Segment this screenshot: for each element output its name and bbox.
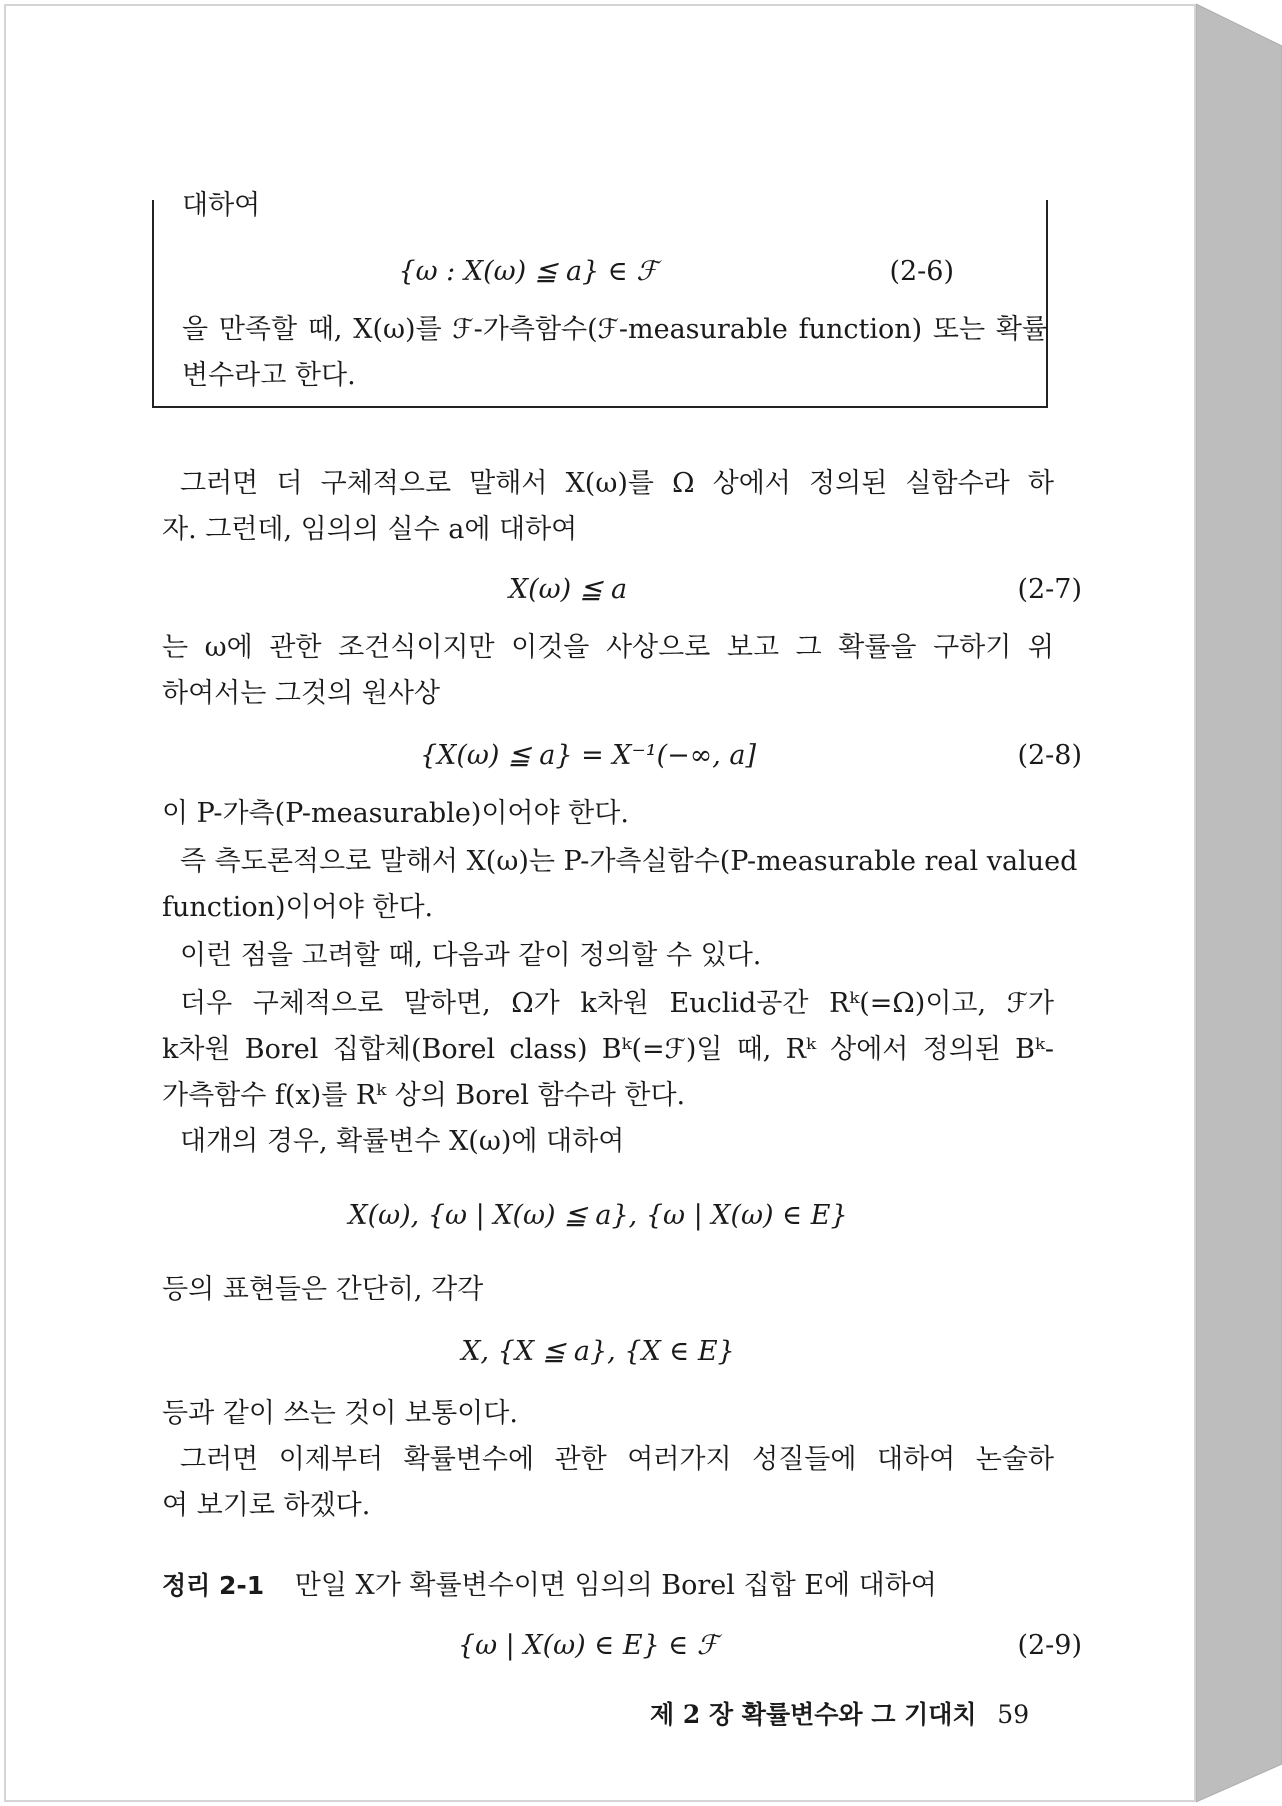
paragraph-10-line-2: 여 보기로 하겠다. — [162, 1490, 371, 1521]
theorem-2-1 — [162, 1568, 937, 1604]
paragraph-5-line-1: 이런 점을 고려할 때, 다음과 같이 정의할 수 있다. — [180, 940, 762, 971]
paragraph-8-line-1: 등의 표현들은 간단히, 각각 — [162, 1274, 484, 1305]
paragraph-4-line-2: function)이어야 한다. — [162, 892, 434, 923]
equation-expression: {ω | X(ω) ∈ E} ∈ ℱ — [457, 1630, 719, 1661]
definition-line-2: 을 만족할 때, X(ω)를 ℱ-가측함수(ℱ-measurable function) 또는 확률 — [182, 314, 1048, 345]
equation-expression: {ω : X(ω) ≦ a} ∈ ℱ — [398, 256, 658, 287]
paragraph-4-line-1: 즉 측도론적으로 말해서 X(ω)는 P-가측실함수(P-measurable real valued — [180, 846, 1078, 877]
page-thickness-edge — [1196, 0, 1282, 1806]
paragraph-6-line-1: 더우 구체적으로 말하면, Ω가 k차원 Euclid공간 Rᵏ(=Ω)이고, ℱ가 — [180, 988, 1054, 1019]
paragraph-3-line-1: 이 P-가측(P-measurable)이어야 한다. — [162, 798, 629, 829]
theorem-text: 만일 X가 확률변수이면 임의의 Borel 집합 E에 대하여 — [294, 1570, 937, 1601]
paragraph-6-line-2: k차원 Borel 집합체(Borel class) Bᵏ(=ℱ)일 때, Rᵏ 상에서 정의된 Bᵏ- — [162, 1034, 1054, 1065]
paragraph-2-line-2: 하여서는 그것의 원사상 — [162, 678, 440, 709]
paragraph-7-line-1: 대개의 경우, 확률변수 X(ω)에 대하여 — [180, 1126, 625, 1157]
chapter-title: 제 2 장 확률변수와 그 기대치 — [650, 1700, 977, 1729]
equation-number: (2-8) — [1017, 740, 1082, 771]
paragraph-9-line-1: 등과 같이 쓰는 것이 보통이다. — [162, 1398, 518, 1429]
page-footer — [650, 1695, 1029, 1731]
equation-number: (2-7) — [1017, 574, 1082, 605]
equation-number: (2-6) — [889, 256, 954, 287]
definition-line-1: 대하여 — [182, 190, 261, 221]
equation-expression: X, {X ≦ a}, {X ∈ E} — [461, 1336, 735, 1367]
equation-number: (2-9) — [1017, 1630, 1082, 1661]
page-number: 59 — [997, 1700, 1030, 1729]
paragraph-1-line-2: 자. 그런데, 임의의 실수 a에 대하여 — [162, 514, 578, 545]
theorem-label: 정리 2-1 — [162, 1571, 265, 1600]
definition-line-3: 변수라고 한다. — [182, 360, 356, 391]
equation-expression: {X(ω) ≦ a} = X⁻¹(−∞, a] — [419, 740, 757, 771]
paragraph-2-line-1: 는 ω에 관한 조건식이지만 이것을 사상으로 보고 그 확률을 구하기 위 — [162, 632, 1054, 663]
paragraph-6-line-3: 가측함수 f(x)를 Rᵏ 상의 Borel 함수라 한다. — [162, 1080, 686, 1111]
equation-expression: X(ω) ≦ a — [508, 574, 628, 605]
equation-expression: X(ω), {ω | X(ω) ≦ a}, {ω | X(ω) ∈ E} — [348, 1200, 848, 1231]
paragraph-10-line-1: 그러면 이제부터 확률변수에 관한 여러가지 성질들에 대하여 논술하 — [180, 1444, 1054, 1475]
paragraph-1-line-1: 그러면 더 구체적으로 말해서 X(ω)를 Ω 상에서 정의된 실함수라 하 — [180, 468, 1054, 499]
